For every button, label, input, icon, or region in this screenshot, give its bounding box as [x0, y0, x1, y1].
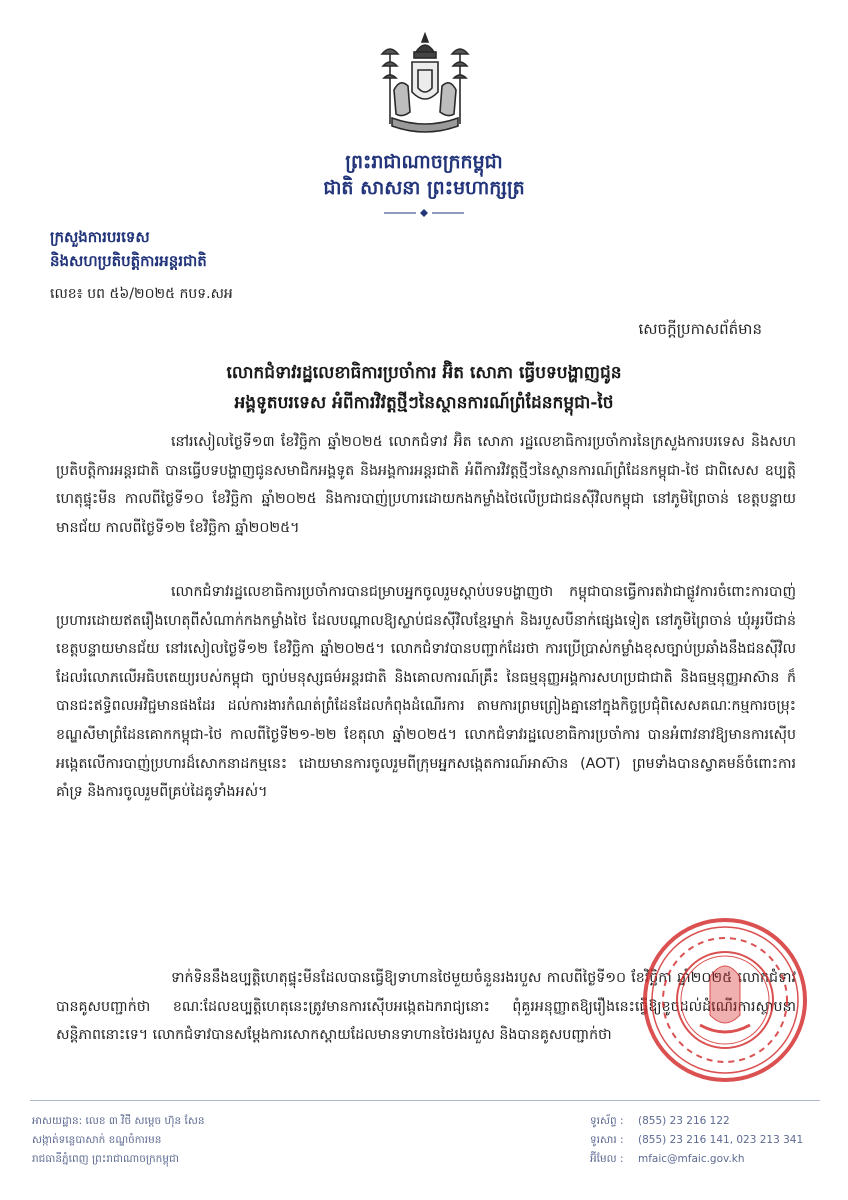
fax-value: (855) 23 216 141, 023 213 341 [638, 1134, 804, 1146]
national-motto: ជាតិ សាសនា ព្រះមហាក្សត្រ [323, 177, 525, 199]
footer-contacts [590, 1112, 803, 1169]
document-type: សេចក្តីប្រកាសព័ត៌មាន [638, 320, 762, 338]
headline-line-1: លោកជំទាវរដ្ឋលេខាធិការប្រចាំការ អ៊ិត សោភា ធ្វើបទបង្ហាញជូន [226, 363, 622, 383]
official-seal-icon [640, 915, 810, 1085]
footer-divider [30, 1100, 820, 1101]
phone-row [590, 1112, 803, 1131]
paragraph-text: ទាក់ទិននឹងឧប្បត្តិហេតុផ្ទុះមីនដែលបានធ្វើឱ្យទាហានថៃមួយចំនួនរងរបួស កាលពីថ្ងៃទី១០ ខែវិច្ឆិកា ឆ្នាំ២០២៥ លោកជំទាវបានគូសបញ្ជាក់ថា ខណៈដែលឧប្បត្តិហេតុនេះត្រូវមានការស៊ើបអង្កេតឯករាជ្យនោះ ពុំគួរអនុញ្ញាតឱ្យរឿងនេះធ្វើឱ្យខូចដល់ដំណើរការស្ថាបនាសន្តិភាពនោះទេ។ លោកជំទាវបានសម្តែងការសោកស្តាយដែលមានទាហានថៃរងរបួស និងបានគូសបញ្ជាក់ថា [56, 970, 796, 1044]
phone-label: ទូរស័ព្ទ : [590, 1115, 624, 1127]
fax-row [590, 1131, 803, 1150]
paragraph-text: លោកជំទាវរដ្ឋលេខាធិការប្រចាំការបានជម្រាបអ្នកចូលរួមស្តាប់បទបង្ហាញថា កម្ពុជាបានធ្វើការតវ៉ាជាផ្លូវការចំពោះការបាញ់ប្រហារដោយឥតរឿងហេតុពីសំណាក់កងកម្លាំងថៃ ដែលបណ្តាលឱ្យស្លាប់ជនស៊ីវិលខ្មែរម្នាក់ និងរបួសបីនាក់ផ្សេងទៀត នៅភូមិព្រៃចាន់ ឃុំអូរបីជាន់ ខេត្តបន្ទាយមានជ័យ នៅរសៀលថ្ងៃទី១២ ខែវិច្ឆិកា ឆ្នាំ២០២៥។ លោកជំទាវបានបញ្ជាក់ដែរថា ការប្រើប្រាស់កម្លាំងខុសច្បាប់ប្រឆាំងនឹងជនស៊ីវិល ដែលរំលោភលើអធិបតេយ្យរបស់កម្ពុជា ច្បាប់មនុស្សធម៌អន្តរជាតិ និងគោលការណ៍គ្រឹះ នៃធម្មនុញ្ញអង្គការសហប្រជាជាតិ និងធម្មនុញ្ញអាស៊ាន ក៏បានជះឥទ្ធិពលអវិជ្ជមានផងដែរ ដល់ការងារកំណត់ព្រំដែនដែលកំពុងដំណើរការ តាមការព្រមព្រៀងគ្នានៅក្នុងកិច្ចប្រជុំពិសេសគណៈកម្មការចម្រុះខណ្ឌសីមាព្រំដែនគោកកម្ពុជា-ថៃ កាលពីថ្ងៃទី២១-២២ ខែតុលា ឆ្នាំ២០២៥។ លោកជំទាវរដ្ឋលេខាធិការប្រចាំការ បានអំពាវនាវឱ្យមានការស៊ើបអង្កេតលើការបាញ់ប្រហារដ៏សោកនាដកម្មនេះ ដោយមានការចូលរួមពីក្រុមអ្នកសង្កេតការណ៍អាស៊ាន (AOT) ព្រមទាំងបានស្វាគមន៍ចំពោះការគាំទ្រ និងការចូលរួមពីគ្រប់ដៃគូទាំងអស់។ [56, 584, 796, 801]
email-row [590, 1150, 803, 1169]
royal-coat-of-arms-icon [372, 30, 478, 142]
ministry-name: ក្រសួងការបរទេស [50, 228, 150, 246]
kingdom-name: ព្រះរាជាណាចក្រកម្ពុជា [345, 151, 503, 173]
address-line: អាសយដ្ឋាន: លេខ ៣ វិថី សម្តេច ហ៊ុន សែន [32, 1115, 205, 1127]
paragraph-text: នៅរសៀលថ្ងៃទី១៣ ខែវិច្ឆិកា ឆ្នាំ២០២៥ លោកជំទាវ អ៊ិត សោភា រដ្ឋលេខាធិការប្រចាំការនៃក្រសួងការបរទេស និងសហប្រតិបត្តិការអន្តរជាតិ បានធ្វើបទបង្ហាញជូនសមាជិកអង្គទូត និងអង្គការអន្តរជាតិ អំពីការវិវត្តថ្មីៗនៃស្ថានការណ៍ព្រំដែនកម្ពុជា-ថៃ ជាពិសេស ឧប្បត្តិហេតុផ្ទុះមីន កាលពីថ្ងៃទី១០ ខែវិច្ឆិកា ឆ្នាំ២០២៥ និងការបាញ់ប្រហារដោយកងកម្លាំងថៃលើប្រជាជនស៊ីវិលកម្ពុជា នៅភូមិព្រៃចាន់ ខេត្តបន្ទាយមានជ័យ កាលពីថ្ងៃទី១២ ខែវិច្ឆិកា ឆ្នាំ២០២៥។ [56, 434, 796, 536]
address-line: សង្កាត់ទន្លេបាសាក់ ខណ្ឌចំការមន [32, 1134, 162, 1146]
phone-value: (855) 23 216 122 [638, 1115, 730, 1127]
body-paragraph-1 [56, 428, 796, 542]
email-label: អ៊ីមែល : [590, 1153, 624, 1165]
email-link[interactable]: mfaic@mfaic.gov.kh [638, 1153, 745, 1165]
ministry-name-continued: និងសហប្រតិបត្តិការអន្តរជាតិ [50, 252, 207, 270]
ornament-divider-icon [384, 208, 464, 218]
headline-line-2: អង្គទូតបរទេស អំពីការវិវត្តថ្មីៗនៃស្ថានការណ៍ព្រំដែនកម្ពុជា-ថៃ [234, 393, 614, 413]
reference-number: លេខ៖ បព ៥៦/២០២៥ កបទ.សអ [50, 286, 233, 302]
footer-address [32, 1112, 205, 1169]
address-line: រាជធានីភ្នំពេញ ព្រះរាជាណាចក្រកម្ពុជា [32, 1153, 179, 1165]
fax-label: ទូរសារ : [590, 1134, 624, 1146]
body-paragraph-2 [56, 578, 796, 807]
